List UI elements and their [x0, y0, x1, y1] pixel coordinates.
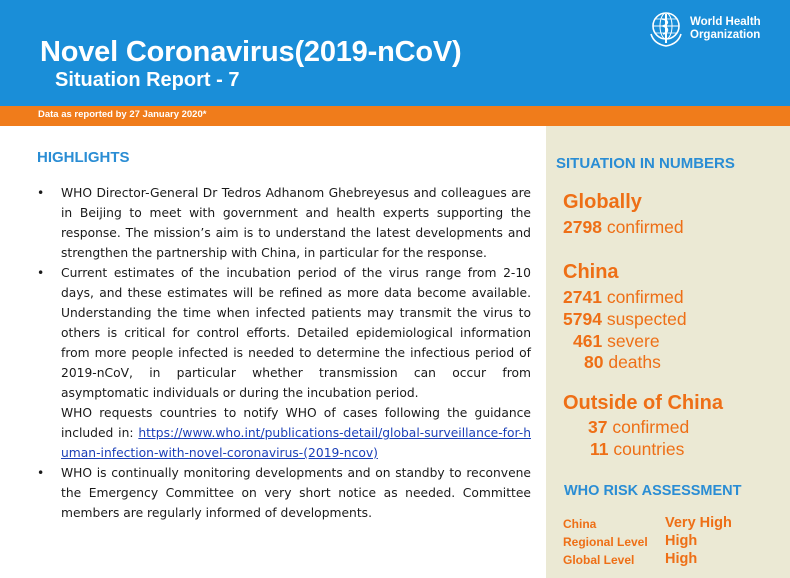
highlights-heading: HIGHLIGHTS — [37, 149, 130, 166]
outside-countries — [590, 439, 684, 460]
outside-countries-label: countries — [613, 439, 685, 459]
globally-heading: Globally — [563, 191, 642, 213]
risk-label-china: China — [563, 517, 597, 531]
date-bar — [0, 106, 790, 126]
china-heading: China — [563, 261, 619, 283]
risk-label-regional: Regional Level — [563, 535, 648, 549]
risk-value-global: High — [665, 551, 698, 567]
outside-confirmed — [588, 417, 689, 438]
risk-value-china: Very High — [665, 515, 732, 531]
china-confirmed-label: confirmed — [606, 287, 684, 307]
who-logo-line1: World Health — [690, 16, 761, 28]
situation-sidebar — [546, 126, 790, 578]
guidance-text: WHO requests countries to notify WHO of cases following the guidance included in: — [61, 406, 531, 440]
china-suspected-number: 5794 — [563, 309, 602, 329]
china-severe — [573, 331, 660, 352]
highlight-item — [37, 463, 531, 523]
outside-confirmed-number: 37 — [588, 417, 608, 437]
china-suspected — [563, 309, 687, 330]
who-emblem-icon — [648, 10, 684, 48]
highlights-list — [37, 183, 531, 523]
highlight-item — [37, 183, 531, 263]
highlight-text: • Current estimates of the incubation period of the virus range from 2-10 days, and these estimates will be refined as more data become available. Understanding the time when infected patients may transmit the virus to others is critical for control efforts. Detailed epidemiological information from more people infected is needed to determine the infectious period of 2019-nCoV, in particular whether transmission can occur from asymptomatic individuals or during the incubation period. — [61, 266, 531, 400]
china-confirmed-number: 2741 — [563, 287, 602, 307]
report-title: Novel Coronavirus(2019-nCoV) — [40, 36, 462, 68]
highlight-item — [37, 263, 531, 463]
who-logo — [648, 10, 788, 50]
report-header — [0, 0, 790, 106]
risk-label-global: Global Level — [563, 553, 635, 567]
risk-value-regional: High — [665, 533, 698, 549]
china-confirmed — [563, 287, 684, 308]
china-deaths-label: deaths — [608, 352, 661, 372]
china-severe-label: severe — [607, 331, 660, 351]
who-logo-line2: Organization — [690, 29, 761, 41]
china-deaths — [584, 352, 661, 373]
guidance-link[interactable]: https://www.who.int/publications-detail/global-surveillance-for-human-infection-with-novel-coronavirus-(2019-ncov) — [61, 426, 531, 460]
who-logo-text — [690, 16, 761, 42]
guidance-paragraph — [61, 403, 531, 463]
situation-heading: SITUATION IN NUMBERS — [556, 155, 735, 172]
china-suspected-label: suspected — [606, 309, 687, 329]
risk-heading: WHO RISK ASSESSMENT — [564, 483, 742, 499]
china-deaths-number: 80 — [584, 352, 604, 372]
outside-countries-number: 11 — [590, 439, 609, 459]
china-severe-number: 461 — [573, 331, 603, 351]
date-note: Data as reported by 27 January 2020* — [38, 109, 207, 120]
highlight-text: • WHO Director-General Dr Tedros Adhanom Ghebreyesus and colleagues are in Beijing to meet with government and health experts supporting the response. The mission’s aim is to understand the latest developments and strengthen the partnership with China, in particular for the response. — [61, 186, 531, 260]
globally-confirmed-number: 2798 — [563, 217, 602, 237]
outside-china-heading: Outside of China — [563, 392, 723, 414]
outside-confirmed-label: confirmed — [612, 417, 690, 437]
globally-confirmed — [563, 217, 684, 238]
report-subtitle: Situation Report - 7 — [55, 69, 240, 91]
highlight-text: • WHO is continually monitoring developments and on standby to reconvene the Emergency Committee on very short notice as needed. Committee members are regularly informed of developments. — [61, 466, 531, 520]
globally-confirmed-label: confirmed — [606, 217, 684, 237]
